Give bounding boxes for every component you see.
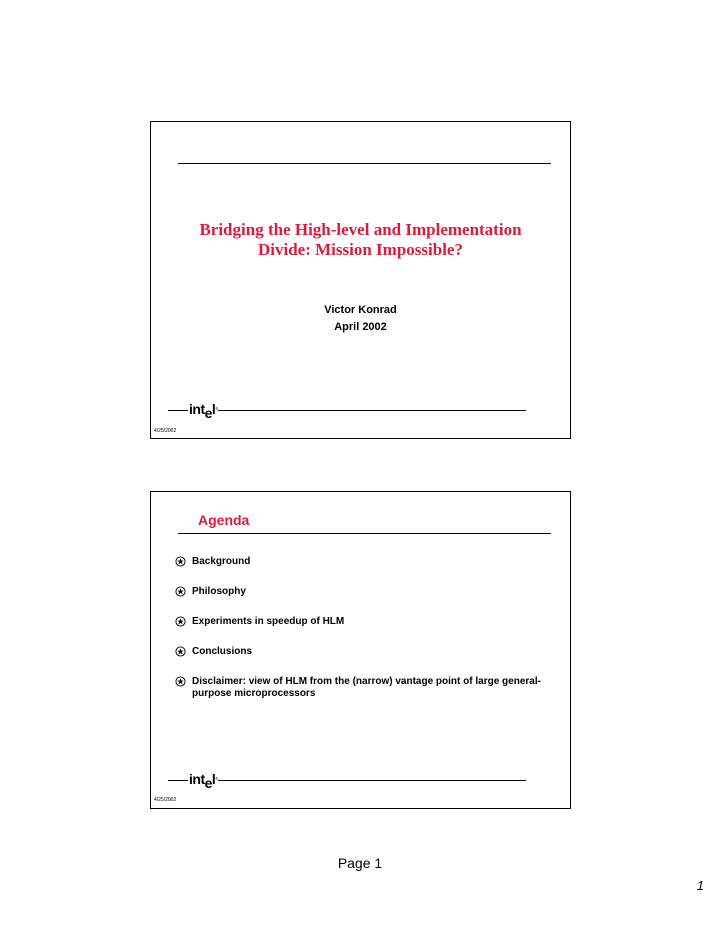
star-bullet-icon — [175, 616, 186, 627]
title-slide — [150, 121, 571, 439]
header-divider — [178, 163, 551, 164]
slide-footer-date: 4/25/2002 — [154, 797, 177, 803]
presentation-date: April 2002 — [334, 321, 387, 333]
list-item-text: Conclusions — [192, 646, 253, 657]
list-item-text: Philosophy — [192, 586, 246, 597]
agenda-slide — [150, 491, 571, 809]
list-item — [175, 646, 545, 658]
header-divider — [178, 533, 551, 534]
footer-divider-left — [168, 780, 188, 781]
page-number: 1 — [696, 878, 704, 893]
list-item-text: Disclaimer: view of HLM from the (narrow) vantage point of large general-purpose microprocessors — [192, 676, 541, 699]
list-item-text: Background — [192, 556, 251, 567]
slide-title-line-1: Bridging the High-level and Implementation — [199, 220, 522, 239]
footer-divider-right — [218, 410, 526, 411]
footer-divider-right — [218, 780, 526, 781]
list-item-text: Experiments in speedup of HLM — [192, 616, 345, 627]
agenda-title: Agenda — [198, 512, 250, 528]
slide-title-line-2: Divide: Mission Impossible? — [258, 240, 463, 259]
footer-divider-left — [168, 410, 188, 411]
slide-title — [151, 220, 570, 260]
slide-footer-date: 4/25/2002 — [154, 428, 177, 434]
star-bullet-icon — [175, 676, 186, 687]
star-bullet-icon — [175, 646, 186, 657]
star-bullet-icon — [175, 556, 186, 567]
author-name: Victor Konrad — [324, 304, 397, 316]
list-item — [175, 556, 545, 568]
intel-logo: intel® — [189, 771, 218, 791]
intel-logo: intel® — [189, 401, 218, 421]
star-bullet-icon — [175, 586, 186, 597]
agenda-list — [175, 556, 545, 718]
list-item — [175, 586, 545, 598]
page-label: Page 1 — [337, 855, 383, 871]
list-item — [175, 676, 545, 700]
list-item — [175, 616, 545, 628]
